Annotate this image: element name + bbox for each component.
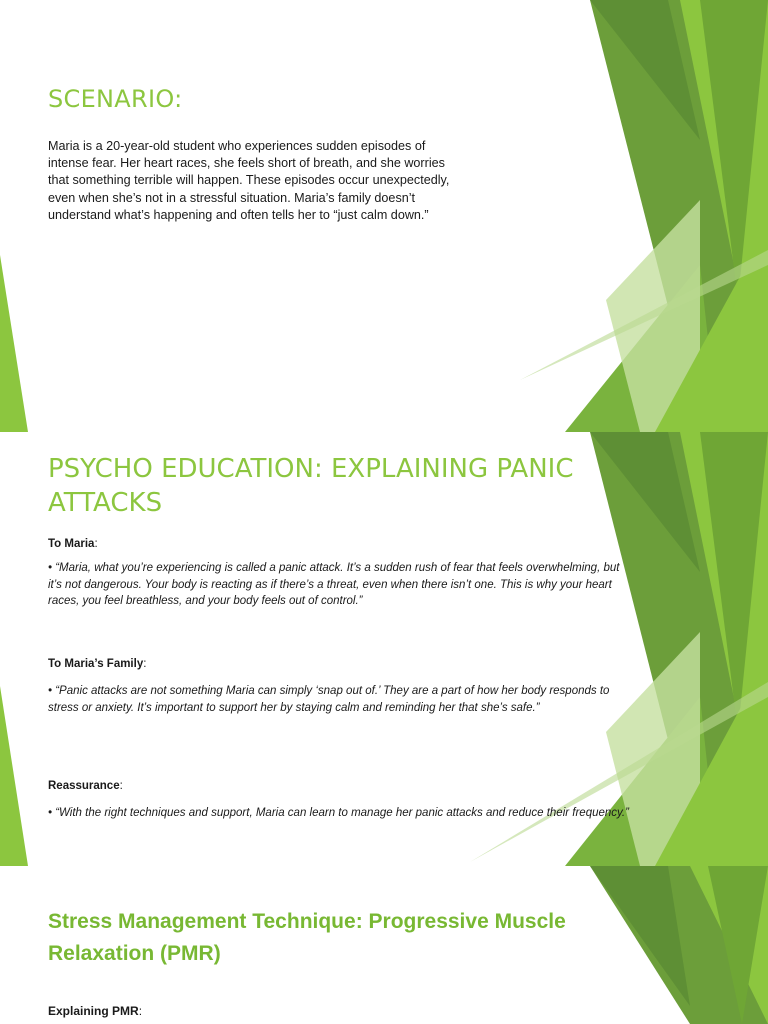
slide-stress-management: [0, 866, 768, 1024]
quote-to-family: • “Panic attacks are not something Maria can simply ‘snap out of.’ They are a part of how her body responds to stress or anxiety. It’s important to support her by staying calm and reminding her that she’s safe.”: [48, 685, 610, 714]
slide-title: Stress Management Technique: Progressive Muscle Relaxation (PMR): [48, 910, 566, 965]
slide-scenario: [0, 0, 768, 432]
scenario-paragraph: Maria is a 20-year-old student who experiences sudden episodes of intense fear. Her heart races, she feels short of breath, and she worries that something terrible will happen. These episodes occur unexpectedly, even when she’s not in a stressful situation. Maria’s family doesn’t understand what’s happening and often tells her to “just calm down.”: [48, 139, 450, 222]
slide-title: SCENARIO:: [48, 85, 183, 113]
slide-psychoeducation: [0, 432, 768, 866]
section-label-explaining-pmr: Explaining PMR:: [48, 1004, 143, 1018]
quote-reassurance: • “With the right techniques and support, Maria can learn to manage her panic attacks and reduce their frequency.”: [48, 807, 629, 819]
section-label-to-maria: To Maria:: [48, 538, 98, 550]
quote-to-maria: • “Maria, what you’re experiencing is called a panic attack. It’s a sudden rush of fear that feels overwhelming, but it’s not dangerous. Your body is reacting as if there’s a threat, even when there isn’t one. This is why your heart races, you feel breathless, and your body feels out of control.”: [48, 562, 620, 607]
section-label-to-family: To Maria’s Family:: [48, 658, 147, 670]
slide-title: PSYCHO EDUCATION: EXPLAINING PANIC ATTACKS: [48, 454, 574, 518]
section-label-reassurance: Reassurance:: [48, 780, 123, 792]
